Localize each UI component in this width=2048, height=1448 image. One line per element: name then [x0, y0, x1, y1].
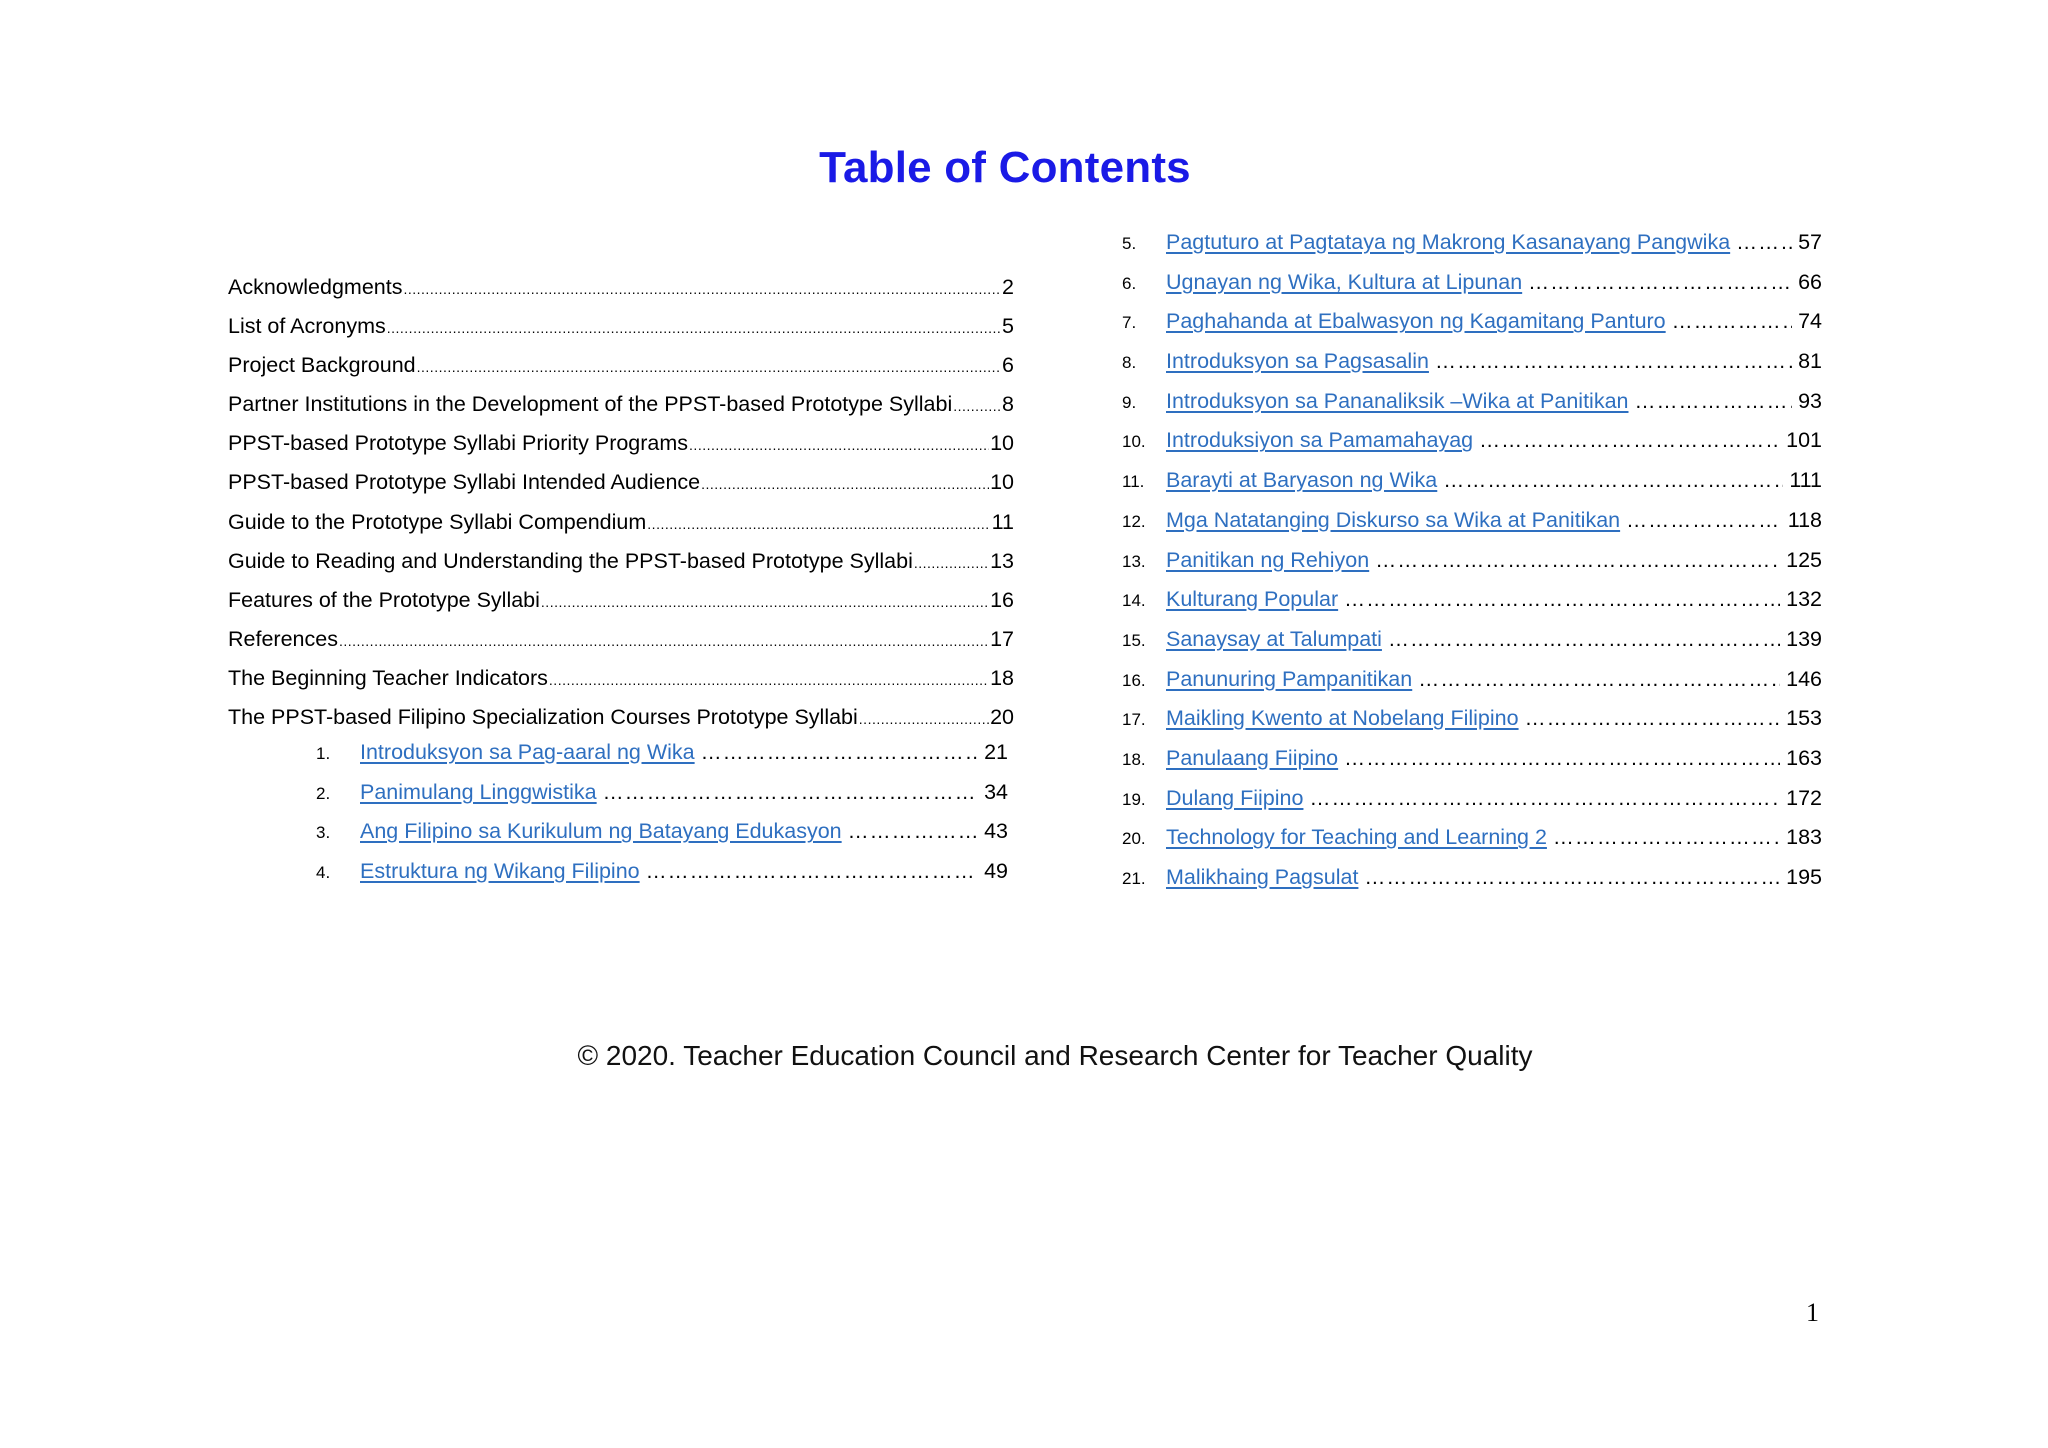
dot-leader [1635, 390, 1793, 414]
course-number: 4. [316, 863, 331, 883]
toc-entry-label: The Beginning Teacher Indicators [228, 665, 548, 690]
course-link[interactable]: Introduksyon sa Pag-aaral ng Wika [360, 740, 695, 764]
dot-leader [953, 398, 1001, 414]
course-page: 43 [984, 819, 1008, 844]
toc-entry-label: Guide to Reading and Understanding the PPST-based Prototype Syllabi [228, 548, 913, 573]
dot-leader [339, 633, 989, 649]
toc-entry-page: 2 [1002, 275, 1014, 299]
course-number: 5. [1122, 234, 1137, 253]
toc-entry-page: 6 [1002, 353, 1014, 378]
course-link[interactable]: Paghahanda at Ebalwasyon ng Kagamitang Panturo [1166, 309, 1666, 334]
course-link[interactable]: Panitikan ng Rehiyon [1166, 547, 1370, 572]
dot-leader [1479, 429, 1780, 453]
course-entry [1122, 825, 1822, 865]
course-number: 8. [1122, 353, 1137, 373]
course-link[interactable]: Introduksyon sa Pagsasalin [1166, 349, 1429, 374]
toc-entry-page: 10 [990, 431, 1014, 456]
toc-entry-label: References [228, 626, 338, 651]
toc-entry-label: Partner Institutions in the Development of the PPST-based Prototype Syllabi [228, 392, 953, 417]
course-link[interactable]: Barayti at Baryason ng Wika [1166, 468, 1438, 493]
course-page: 34 [984, 779, 1008, 804]
course-entry [1122, 746, 1822, 786]
course-link[interactable]: Sanaysay at Talumpati [1166, 626, 1382, 651]
dot-leader [1626, 509, 1782, 533]
course-page: 101 [1786, 428, 1822, 453]
dot-leader [403, 281, 1001, 297]
course-link[interactable]: Mga Natatanging Diskurso sa Wika at Panitikan [1166, 507, 1621, 532]
course-number: 16. [1122, 670, 1146, 690]
course-link[interactable]: Malikhaing Pagsulat [1166, 865, 1359, 889]
course-number: 1. [316, 744, 331, 763]
dot-leader [1553, 826, 1780, 850]
toc-entry[interactable] [228, 353, 1014, 392]
toc-entry-label: PPST-based Prototype Syllabi Priority Programs [228, 431, 689, 456]
course-entry [1122, 508, 1822, 548]
course-entry [1122, 706, 1822, 746]
course-entry [1122, 270, 1822, 310]
toc-entry-label: PPST-based Prototype Syllabi Intended Audience [228, 470, 701, 495]
course-page: 172 [1786, 785, 1822, 810]
course-list-left [316, 740, 1008, 899]
course-link[interactable]: Panulaang Fiipino [1166, 745, 1339, 770]
course-page: 163 [1786, 745, 1822, 770]
dot-leader [859, 711, 989, 727]
course-link[interactable]: Panimulang Linggwistika [360, 779, 597, 804]
page-title: Table of Contents [819, 143, 1191, 192]
toc-entry-label: Guide to the Prototype Syllabi Compendium [228, 509, 647, 534]
toc-entry-label: List of Acronyms [228, 314, 386, 339]
course-entry [1122, 309, 1822, 349]
course-link[interactable]: Estruktura ng Wikang Filipino [360, 859, 640, 884]
course-entry [1122, 468, 1822, 508]
dot-leader [1364, 866, 1780, 890]
dot-leader [914, 555, 989, 571]
toc-entry-page: 16 [990, 587, 1014, 612]
course-entry [1122, 230, 1822, 270]
toc-entry[interactable] [228, 549, 1014, 588]
dot-leader [848, 820, 978, 844]
course-number: 10. [1122, 432, 1146, 452]
course-number: 20. [1122, 829, 1146, 849]
course-page: 125 [1786, 547, 1822, 572]
toc-entry[interactable] [228, 627, 1014, 666]
toc-entry[interactable] [228, 666, 1014, 705]
course-number: 15. [1122, 630, 1146, 650]
dot-leader [549, 672, 989, 688]
toc-entry[interactable] [228, 392, 1014, 431]
toc-entry[interactable] [228, 314, 1014, 353]
dot-leader [1443, 469, 1783, 493]
dot-leader [541, 594, 989, 610]
course-page: 132 [1786, 587, 1822, 612]
course-entry [1122, 865, 1822, 905]
course-link[interactable]: Pagtuturo at Pagtataya ng Makrong Kasanayang Pangwika [1166, 230, 1731, 254]
course-entry [1122, 428, 1822, 468]
dot-leader [1309, 787, 1780, 811]
toc-entry[interactable] [228, 470, 1014, 509]
course-list-right [1122, 230, 1822, 905]
course-number: 7. [1122, 313, 1137, 333]
course-entry [1122, 349, 1822, 389]
dot-leader [1528, 271, 1792, 295]
toc-entry-page: 20 [990, 705, 1014, 730]
course-page: 139 [1786, 626, 1822, 651]
toc-entry[interactable] [228, 275, 1014, 314]
toc-entry-label: The PPST-based Filipino Specialization Courses Prototype Syllabi [228, 705, 858, 730]
toc-entry-page: 5 [1002, 314, 1014, 339]
course-number: 13. [1122, 551, 1146, 571]
course-page: 81 [1798, 349, 1822, 374]
toc-entry[interactable] [228, 431, 1014, 470]
course-page: 66 [1798, 269, 1822, 294]
dot-leader [1418, 668, 1780, 692]
course-page: 93 [1798, 388, 1822, 413]
course-page: 146 [1786, 666, 1822, 691]
dot-leader [689, 437, 989, 453]
course-number: 3. [316, 823, 331, 843]
course-link[interactable]: Maikling Kwento at Nobelang Filipino [1166, 706, 1519, 731]
course-entry [1122, 786, 1822, 826]
toc-entry-label: Project Background [228, 353, 416, 378]
course-link[interactable]: Introduksyon sa Pananaliksik –Wika at Panitikan [1166, 388, 1629, 413]
toc-entry-page: 11 [991, 509, 1014, 534]
dot-leader [1435, 350, 1792, 374]
dot-leader [603, 781, 978, 805]
course-number: 14. [1122, 591, 1146, 611]
dot-leader [647, 516, 990, 532]
course-page: 21 [984, 740, 1008, 764]
course-number: 17. [1122, 710, 1146, 730]
course-entry [1122, 389, 1822, 429]
toc-entry[interactable] [228, 705, 1014, 744]
course-link[interactable]: Ang Filipino sa Kurikulum ng Batayang Edukasyon [360, 819, 842, 844]
page-number: 1 [1806, 1298, 1819, 1327]
course-number: 9. [1122, 392, 1137, 412]
course-entry [1122, 548, 1822, 588]
course-entry [1122, 627, 1822, 667]
toc-entry-page: 18 [990, 665, 1014, 690]
dot-leader [646, 860, 978, 884]
toc-entry[interactable] [228, 510, 1014, 549]
course-link[interactable]: Kulturang Popular [1166, 587, 1339, 612]
dot-leader [1525, 707, 1781, 731]
course-page: 74 [1798, 309, 1822, 334]
course-entry [316, 780, 1008, 820]
course-page: 57 [1798, 230, 1822, 254]
dot-leader [417, 359, 1001, 375]
toc-entry-page: 10 [990, 470, 1014, 495]
dot-leader [1736, 231, 1792, 255]
copyright-footer: © 2020. Teacher Education Council and Research Center for Teacher Quality [577, 1040, 1533, 1071]
dot-leader [1375, 549, 1780, 573]
course-entry [316, 740, 1008, 780]
toc-main-list [228, 275, 1014, 744]
course-page: 183 [1786, 825, 1822, 850]
course-number: 21. [1122, 869, 1146, 888]
dot-leader [1388, 628, 1780, 652]
toc-entry[interactable] [228, 588, 1014, 627]
course-page: 118 [1787, 507, 1822, 532]
toc-entry-label: Features of the Prototype Syllabi [228, 587, 540, 612]
course-link[interactable]: Dulang Fiipino [1166, 785, 1304, 810]
dot-leader [701, 741, 978, 765]
course-page: 111 [1789, 468, 1822, 493]
course-number: 2. [316, 783, 331, 803]
dot-leader [1672, 310, 1792, 334]
course-number: 11. [1122, 472, 1145, 492]
dot-leader [701, 476, 989, 492]
course-link[interactable]: Technology for Teaching and Learning 2 [1166, 825, 1547, 850]
course-link[interactable]: Introduksiyon sa Pamamahayag [1166, 428, 1474, 453]
course-number: 19. [1122, 789, 1146, 809]
toc-entry-page: 8 [1002, 392, 1014, 417]
toc-entry-page: 13 [990, 548, 1014, 573]
course-entry [1122, 587, 1822, 627]
dot-leader [1344, 747, 1780, 771]
course-entry [1122, 667, 1822, 707]
course-link[interactable]: Panunuring Pampanitikan [1166, 666, 1413, 691]
course-link[interactable]: Ugnayan ng Wika, Kultura at Lipunan [1166, 269, 1523, 294]
course-number: 12. [1122, 511, 1146, 531]
course-page: 153 [1786, 706, 1822, 731]
course-page: 195 [1786, 865, 1822, 889]
course-page: 49 [984, 859, 1008, 884]
course-number: 6. [1122, 273, 1137, 293]
dot-leader [387, 320, 1001, 336]
course-entry [316, 819, 1008, 859]
toc-entry-page: 17 [990, 626, 1014, 651]
toc-entry-label: Acknowledgments [228, 275, 403, 299]
course-number: 18. [1122, 749, 1146, 769]
course-entry [316, 859, 1008, 899]
dot-leader [1344, 588, 1780, 612]
